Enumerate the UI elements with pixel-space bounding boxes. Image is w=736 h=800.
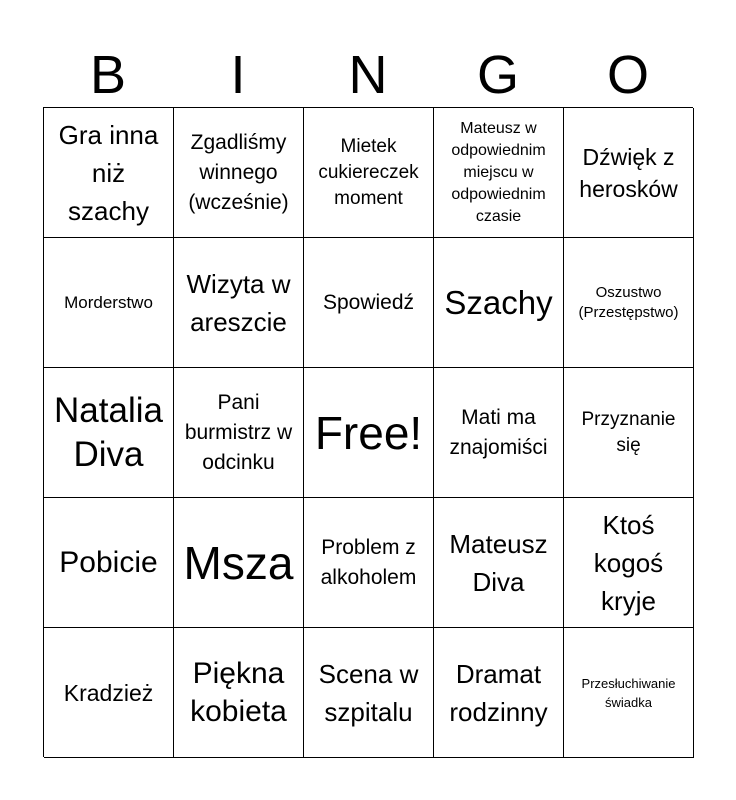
cell-text: Mietek cukiereczek moment bbox=[318, 135, 419, 209]
header-letter-i: I bbox=[230, 45, 246, 105]
bingo-cell-r1c2[interactable] bbox=[174, 108, 304, 238]
bingo-cell-r1c5[interactable] bbox=[564, 108, 694, 238]
header-letter-b: B bbox=[89, 45, 127, 105]
header-letter-o: O bbox=[606, 45, 649, 105]
cell-text: Mati ma znajomiści bbox=[449, 405, 548, 459]
header-letter-n: N bbox=[348, 45, 388, 105]
bingo-cell-r5c3[interactable] bbox=[304, 628, 434, 758]
cell-text: Scena w szpitalu bbox=[318, 658, 419, 727]
cell-text: Msza bbox=[183, 536, 294, 589]
bingo-cell-r2c4[interactable] bbox=[434, 238, 564, 368]
cell-text: Natalia Diva bbox=[54, 390, 163, 474]
cell-text: Pobicie bbox=[59, 545, 158, 579]
free-space-text: Free! bbox=[314, 406, 423, 459]
header-letter-g: G bbox=[476, 45, 519, 105]
bingo-cell-r2c2[interactable] bbox=[174, 238, 304, 368]
bingo-header bbox=[43, 42, 693, 108]
cell-text: Mateusz w odpowiednim miejscu w odpowiednim czasie bbox=[451, 119, 546, 225]
cell-text: Dźwięk z herosków bbox=[579, 143, 678, 202]
cell-text: Przesłuchiwanie świadka bbox=[581, 675, 676, 710]
bingo-cell-r3c1[interactable] bbox=[44, 368, 174, 498]
bingo-cell-r3c2[interactable] bbox=[174, 368, 304, 498]
cell-text: Morderstwo bbox=[64, 292, 153, 312]
cell-text: Piękna kobieta bbox=[190, 656, 287, 728]
cell-text: Mateusz Diva bbox=[449, 528, 548, 597]
cell-text: Spowiedź bbox=[322, 290, 415, 314]
bingo-cell-r4c4[interactable] bbox=[434, 498, 564, 628]
bingo-cell-r2c3[interactable] bbox=[304, 238, 434, 368]
cell-text: Szachy bbox=[444, 283, 553, 321]
cell-text: Oszustwo (Przestępstwo) bbox=[578, 283, 679, 321]
bingo-cell-r5c2[interactable] bbox=[174, 628, 304, 758]
cell-text: Wizyta w areszcie bbox=[186, 268, 291, 337]
cell-text: Problem z alkoholem bbox=[320, 535, 417, 589]
cell-text: Ktoś kogoś kryje bbox=[593, 509, 664, 616]
bingo-grid bbox=[43, 107, 693, 757]
cell-text: Dramat rodzinny bbox=[449, 658, 548, 727]
bingo-cell-r2c5[interactable] bbox=[564, 238, 694, 368]
cell-text: Zgadliśmy winnego (wcześnie) bbox=[188, 130, 289, 214]
cell-text: Gra inna niż szachy bbox=[58, 119, 159, 226]
cell-text: Kradzież bbox=[63, 679, 154, 706]
bingo-cell-r3c4[interactable] bbox=[434, 368, 564, 498]
cell-text: Pani burmistrz w odcinku bbox=[184, 390, 293, 474]
bingo-cell-r4c3[interactable] bbox=[304, 498, 434, 628]
cell-text: Przyznanie się bbox=[581, 408, 676, 456]
bingo-cell-r1c4[interactable] bbox=[434, 108, 564, 238]
bingo-cell-r5c5[interactable] bbox=[564, 628, 694, 758]
bingo-cell-r5c1[interactable] bbox=[44, 628, 174, 758]
bingo-cell-r4c2[interactable] bbox=[174, 498, 304, 628]
bingo-cell-r2c1[interactable] bbox=[44, 238, 174, 368]
bingo-cell-free[interactable] bbox=[304, 368, 434, 498]
bingo-cell-r4c5[interactable] bbox=[564, 498, 694, 628]
bingo-cell-r5c4[interactable] bbox=[434, 628, 564, 758]
bingo-cell-r3c5[interactable] bbox=[564, 368, 694, 498]
bingo-cell-r4c1[interactable] bbox=[44, 498, 174, 628]
bingo-cell-r1c1[interactable] bbox=[44, 108, 174, 238]
bingo-cell-r1c3[interactable] bbox=[304, 108, 434, 238]
